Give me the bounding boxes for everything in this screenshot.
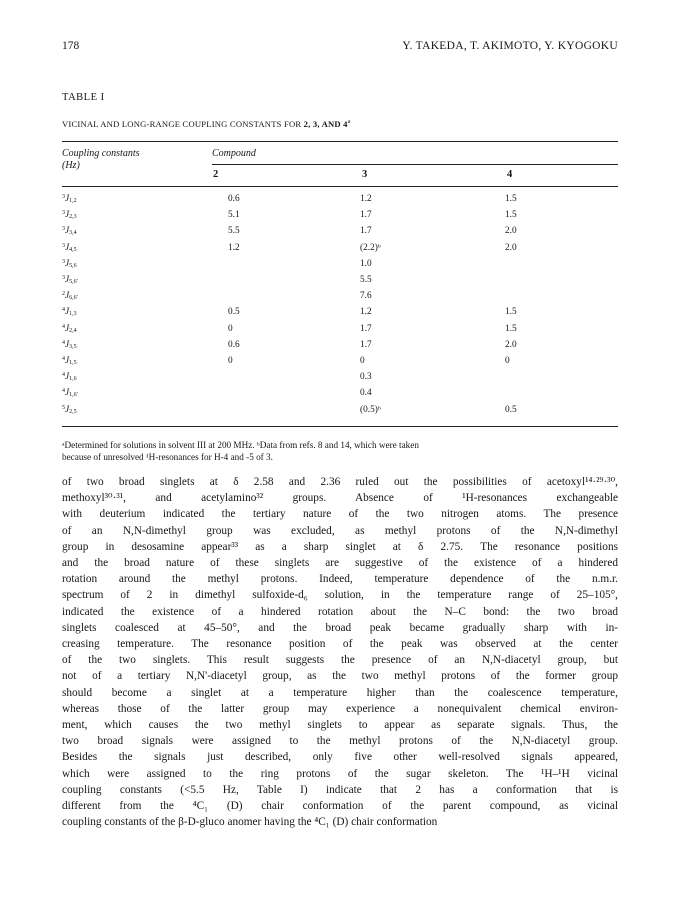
- coupling-label: $^4J_{1,5}$: [62, 356, 77, 366]
- body-line: coupling constants (<5.5 Hz, Table I) indicate that 2 has a conformation that is: [62, 783, 618, 796]
- value-compound-2: 5.1: [228, 210, 240, 221]
- table-row: [62, 405, 618, 417]
- body-line: group in desosamine appear³³ as a sharp singlet at δ 2.75. The resonance positions: [62, 540, 618, 553]
- table-row: [62, 210, 618, 222]
- value-compound-3: 1.7: [360, 323, 372, 334]
- footnote-line: ᵃDetermined for solutions in solvent III at 200 MHz. ᵇData from refs. 8 and 14, which were taken: [62, 440, 419, 450]
- table-row: [62, 324, 618, 336]
- body-line: methoxyl³⁰·³¹, and acetylamino³² groups. Absence of ¹H-resonances exchangeable: [62, 492, 618, 505]
- body-line: whereas those of the latter group may experience a nonequivalent chemical environ-: [62, 702, 618, 715]
- coupling-label: $^4J_{2,4}$: [62, 323, 77, 334]
- column-header-line: Coupling constants: [62, 148, 140, 159]
- table-row: [62, 275, 618, 287]
- table-row: [62, 388, 618, 400]
- body-line: with deuterium indicated the tertiary nature of the two nitrogen atoms. The presence: [62, 508, 618, 521]
- table-row: [62, 226, 618, 238]
- column-header-4: 4: [507, 169, 513, 180]
- table-footnote: [62, 439, 618, 463]
- value-compound-4: 2.0: [505, 339, 517, 350]
- value-compound-4: 0: [505, 356, 510, 366]
- value-compound-2: 5.5: [228, 226, 240, 237]
- body-line: indicated the existence of a hindered rotation about the N–C bond: the two broad: [62, 605, 618, 618]
- body-line: should become a singlet at a temperature higher than the coalescence temperature,: [62, 686, 618, 699]
- table-label: TABLE I: [62, 92, 105, 103]
- value-compound-2: 0: [228, 356, 233, 366]
- table-caption: [62, 118, 351, 129]
- body-line: Besides the signals just described, only five other well-resolved signals appeared,: [62, 751, 618, 764]
- value-compound-3: 1.7: [360, 339, 372, 350]
- coupling-label: $^2J_{6,6'}$: [62, 291, 78, 302]
- column-header-3: 3: [362, 169, 368, 180]
- coupling-label: $^3J_{3,4}$: [62, 226, 77, 237]
- value-compound-2: 0.6: [228, 339, 240, 350]
- table-row: [62, 372, 618, 384]
- table-row: [62, 307, 618, 319]
- table-top-rule: [62, 141, 618, 142]
- value-compound-3: (0.5)ᵇ: [360, 404, 381, 415]
- page-header: [62, 40, 618, 58]
- table-row: [62, 194, 618, 206]
- footnote-line: because of unresolved ¹H-resonances for H-4 and -5 of 3.: [62, 452, 273, 462]
- coupling-label: $^3J_{5,6}$: [62, 258, 77, 269]
- body-line: rotation around the methyl protons. Indeed, temperature dependence of the n.m.r.: [62, 573, 618, 586]
- body-line: two broad signals were assigned to the methyl protons of the N,N-diacetyl group.: [62, 735, 618, 748]
- value-compound-4: 0.5: [505, 404, 517, 415]
- table-caption-text: VICINAL AND LONG-RANGE COUPLING CONSTANTS FOR: [62, 118, 304, 129]
- table-row: [62, 291, 618, 303]
- value-compound-4: 1.5: [505, 210, 517, 221]
- value-compound-4: 1.5: [505, 194, 517, 204]
- body-line: of two broad singlets at δ 2.58 and 2.36 ruled out the possibilities of acetoxyl¹⁴·²⁹·³⁰,: [62, 476, 618, 488]
- body-line: which were assigned to the ring protons of the sugar skeleton. The ¹H–¹H vicinal: [62, 767, 618, 780]
- value-compound-4: 2.0: [505, 226, 517, 237]
- journal-page: [62, 40, 618, 829]
- coupling-label: $^3J_{5,6'}$: [62, 275, 78, 285]
- table-header-rule: [62, 186, 618, 187]
- coupling-label: $^3J_{1,2}$: [62, 194, 77, 204]
- body-line: creasing temperature. The resonance position of the peak was observed at the center: [62, 638, 618, 651]
- value-compound-3: 5.5: [360, 275, 372, 285]
- body-line: coupling constants of the β-D-gluco anomer having the ⁴C₁ (D) chair conformation: [62, 816, 438, 829]
- table-row: [62, 243, 618, 255]
- value-compound-4: 2.0: [505, 242, 517, 253]
- coupling-label: $^4J_{1,6'}$: [62, 388, 78, 399]
- compound-header-rule: [212, 164, 618, 165]
- value-compound-2: 0.5: [228, 307, 240, 318]
- value-compound-3: 1.2: [360, 194, 372, 204]
- page-number: 178: [62, 40, 80, 52]
- body-line: and the broad nature of these singlets are suggestive of the existence of a hindered: [62, 557, 618, 570]
- body-line: different from the ⁴C₁ (D) chair conformation of the parent compound, as vicinal: [62, 800, 618, 813]
- value-compound-3: 0.3: [360, 372, 372, 383]
- body-line: spectrum of 2 in dimethyl sulfoxide-d₆ solution, in the temperature range of 25–105°,: [62, 589, 618, 602]
- table-caption-compounds: 2, 3, AND 4: [303, 118, 348, 129]
- value-compound-3: 0.4: [360, 388, 372, 399]
- body-line: not of a tertiary N,N'-diacetyl group, as the two methyl protons of the former group: [62, 670, 618, 683]
- value-compound-3: 7.6: [360, 291, 372, 302]
- table-row: [62, 356, 618, 368]
- coupling-label: $^3J_{2,3}$: [62, 210, 77, 221]
- body-line: ment, which causes the two methyl singlets to appear as separate signals. Thus, the: [62, 719, 618, 732]
- value-compound-4: 1.5: [505, 323, 517, 334]
- body-line: singlets coalesced at 45–50°, and the broad peak became gradually sharp with in-: [62, 621, 618, 634]
- column-header-coupling: [62, 148, 140, 172]
- value-compound-3: 0: [360, 356, 365, 366]
- value-compound-2: 1.2: [228, 242, 240, 253]
- value-compound-3: (2.2)ᵇ: [360, 242, 381, 253]
- value-compound-3: 1.0: [360, 258, 372, 269]
- column-header-compound: Compound: [212, 148, 256, 159]
- column-header-line: (Hz): [62, 160, 80, 171]
- body-line: of an N,N-dimethyl group was excluded, as methyl protons of the N,N-dimethyl: [62, 524, 618, 537]
- value-compound-4: 1.5: [505, 307, 517, 318]
- table-caption-note-mark: a: [347, 118, 351, 125]
- value-compound-2: 0.6: [228, 194, 240, 204]
- table-row: [62, 259, 618, 271]
- coupling-label: $^5J_{2,5}$: [62, 404, 77, 415]
- body-line: of the two singlets. This result suggests the presence of an N,N-diacetyl group, but: [62, 654, 618, 667]
- coupling-label: $^3J_{4,5}$: [62, 242, 77, 253]
- table-row: [62, 340, 618, 352]
- value-compound-3: 1.2: [360, 307, 372, 318]
- value-compound-3: 1.7: [360, 210, 372, 221]
- column-header-2: 2: [213, 169, 219, 180]
- coupling-label: $^4J_{3,5}$: [62, 339, 77, 350]
- value-compound-2: 0: [228, 323, 233, 334]
- coupling-label: $^4J_{1,3}$: [62, 307, 77, 318]
- running-head: Y. TAKEDA, T. AKIMOTO, Y. KYOGOKU: [402, 40, 618, 52]
- table-bottom-rule: [62, 426, 618, 427]
- body-text: [62, 474, 618, 830]
- value-compound-3: 1.7: [360, 226, 372, 237]
- coupling-label: $^4J_{1,6}$: [62, 372, 77, 383]
